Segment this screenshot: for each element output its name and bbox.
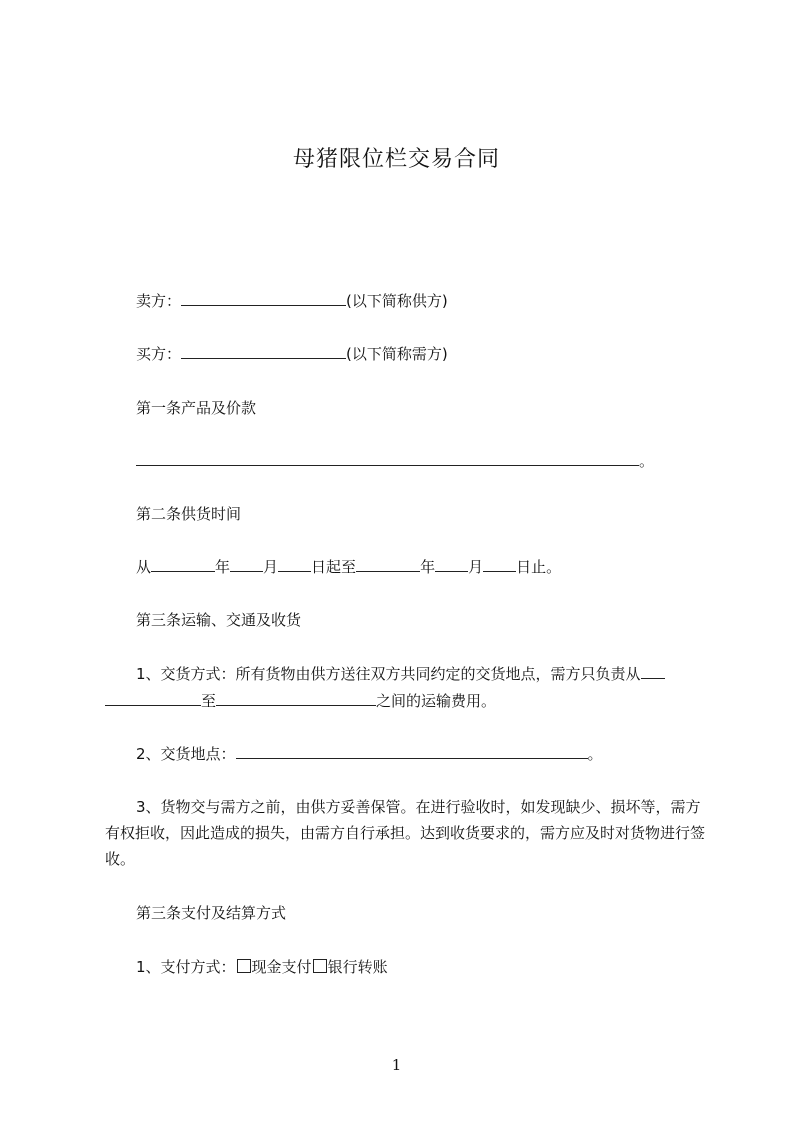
article3-heading: 第三条运输、交通及收货 — [136, 611, 302, 629]
payment-method-label: 1、支付方式： — [136, 958, 236, 976]
route-from-blank-b[interactable] — [105, 691, 201, 706]
seller-line — [136, 291, 448, 311]
payment-method-line — [136, 957, 388, 977]
buyer-line — [136, 344, 448, 364]
bank-transfer-checkbox[interactable] — [313, 959, 327, 973]
article4-heading: 第三条支付及结算方式 — [136, 904, 287, 922]
article1-heading: 第一条产品及价款 — [136, 399, 257, 417]
day-end-label: 日止。 — [516, 558, 562, 576]
article2-heading: 第二条供货时间 — [136, 505, 242, 523]
buyer-suffix: (以下简称需方) — [346, 345, 448, 363]
start-day-blank[interactable] — [278, 557, 311, 572]
custody-clause-text: 3、货物交与需方之前，由供方妥善保管。在进行验收时，如发现缺少、损坏等，需方有权拒收，因此造成的损失，由需方自行承担。达到收货要求的，需方应及时对货物进行签收。 — [105, 798, 706, 868]
seller-suffix: (以下简称供方) — [346, 292, 448, 310]
route-to-blank[interactable] — [216, 691, 376, 706]
article1-end: 。 — [639, 452, 655, 470]
year-label: 年 — [420, 558, 436, 576]
buyer-blank[interactable] — [181, 344, 346, 359]
cash-checkbox[interactable] — [237, 959, 251, 973]
from-label: 从 — [136, 558, 152, 576]
month-label: 月 — [263, 558, 279, 576]
to-label: 至 — [201, 692, 217, 710]
product-price-blank[interactable] — [136, 451, 639, 466]
seller-blank[interactable] — [181, 291, 346, 306]
end-day-blank[interactable] — [483, 557, 516, 572]
buyer-label: 买方： — [136, 345, 182, 363]
delivery-method-end: 之间的运输费用。 — [376, 692, 497, 710]
start-month-blank[interactable] — [230, 557, 263, 572]
supply-time-line — [136, 557, 561, 577]
delivery-place-end: 。 — [587, 745, 603, 763]
delivery-place-label: 2、交货地点： — [136, 745, 236, 763]
end-month-blank[interactable] — [435, 557, 468, 572]
route-from-blank-a[interactable] — [641, 664, 665, 679]
delivery-place-line — [136, 744, 603, 764]
start-year-blank[interactable] — [151, 557, 215, 572]
seller-label: 卖方： — [136, 292, 182, 310]
delivery-place-blank[interactable] — [236, 744, 588, 759]
end-year-blank[interactable] — [356, 557, 420, 572]
delivery-method-line2 — [105, 691, 496, 711]
delivery-method-text: 1、交货方式：所有货物由供方送往双方共同约定的交货地点，需方只负责从 — [136, 665, 641, 683]
document-title: 母猪限位栏交易合同 — [292, 147, 500, 172]
delivery-method-line1 — [136, 664, 665, 684]
month-label: 月 — [468, 558, 484, 576]
day-start-label: 日起至 — [311, 558, 357, 576]
custody-clause — [105, 794, 705, 872]
article1-product-line — [136, 451, 654, 471]
bank-option-label: 银行转账 — [327, 958, 388, 976]
cash-option-label: 现金支付 — [251, 958, 312, 976]
page-number: 1 — [391, 1056, 402, 1074]
year-label: 年 — [215, 558, 231, 576]
